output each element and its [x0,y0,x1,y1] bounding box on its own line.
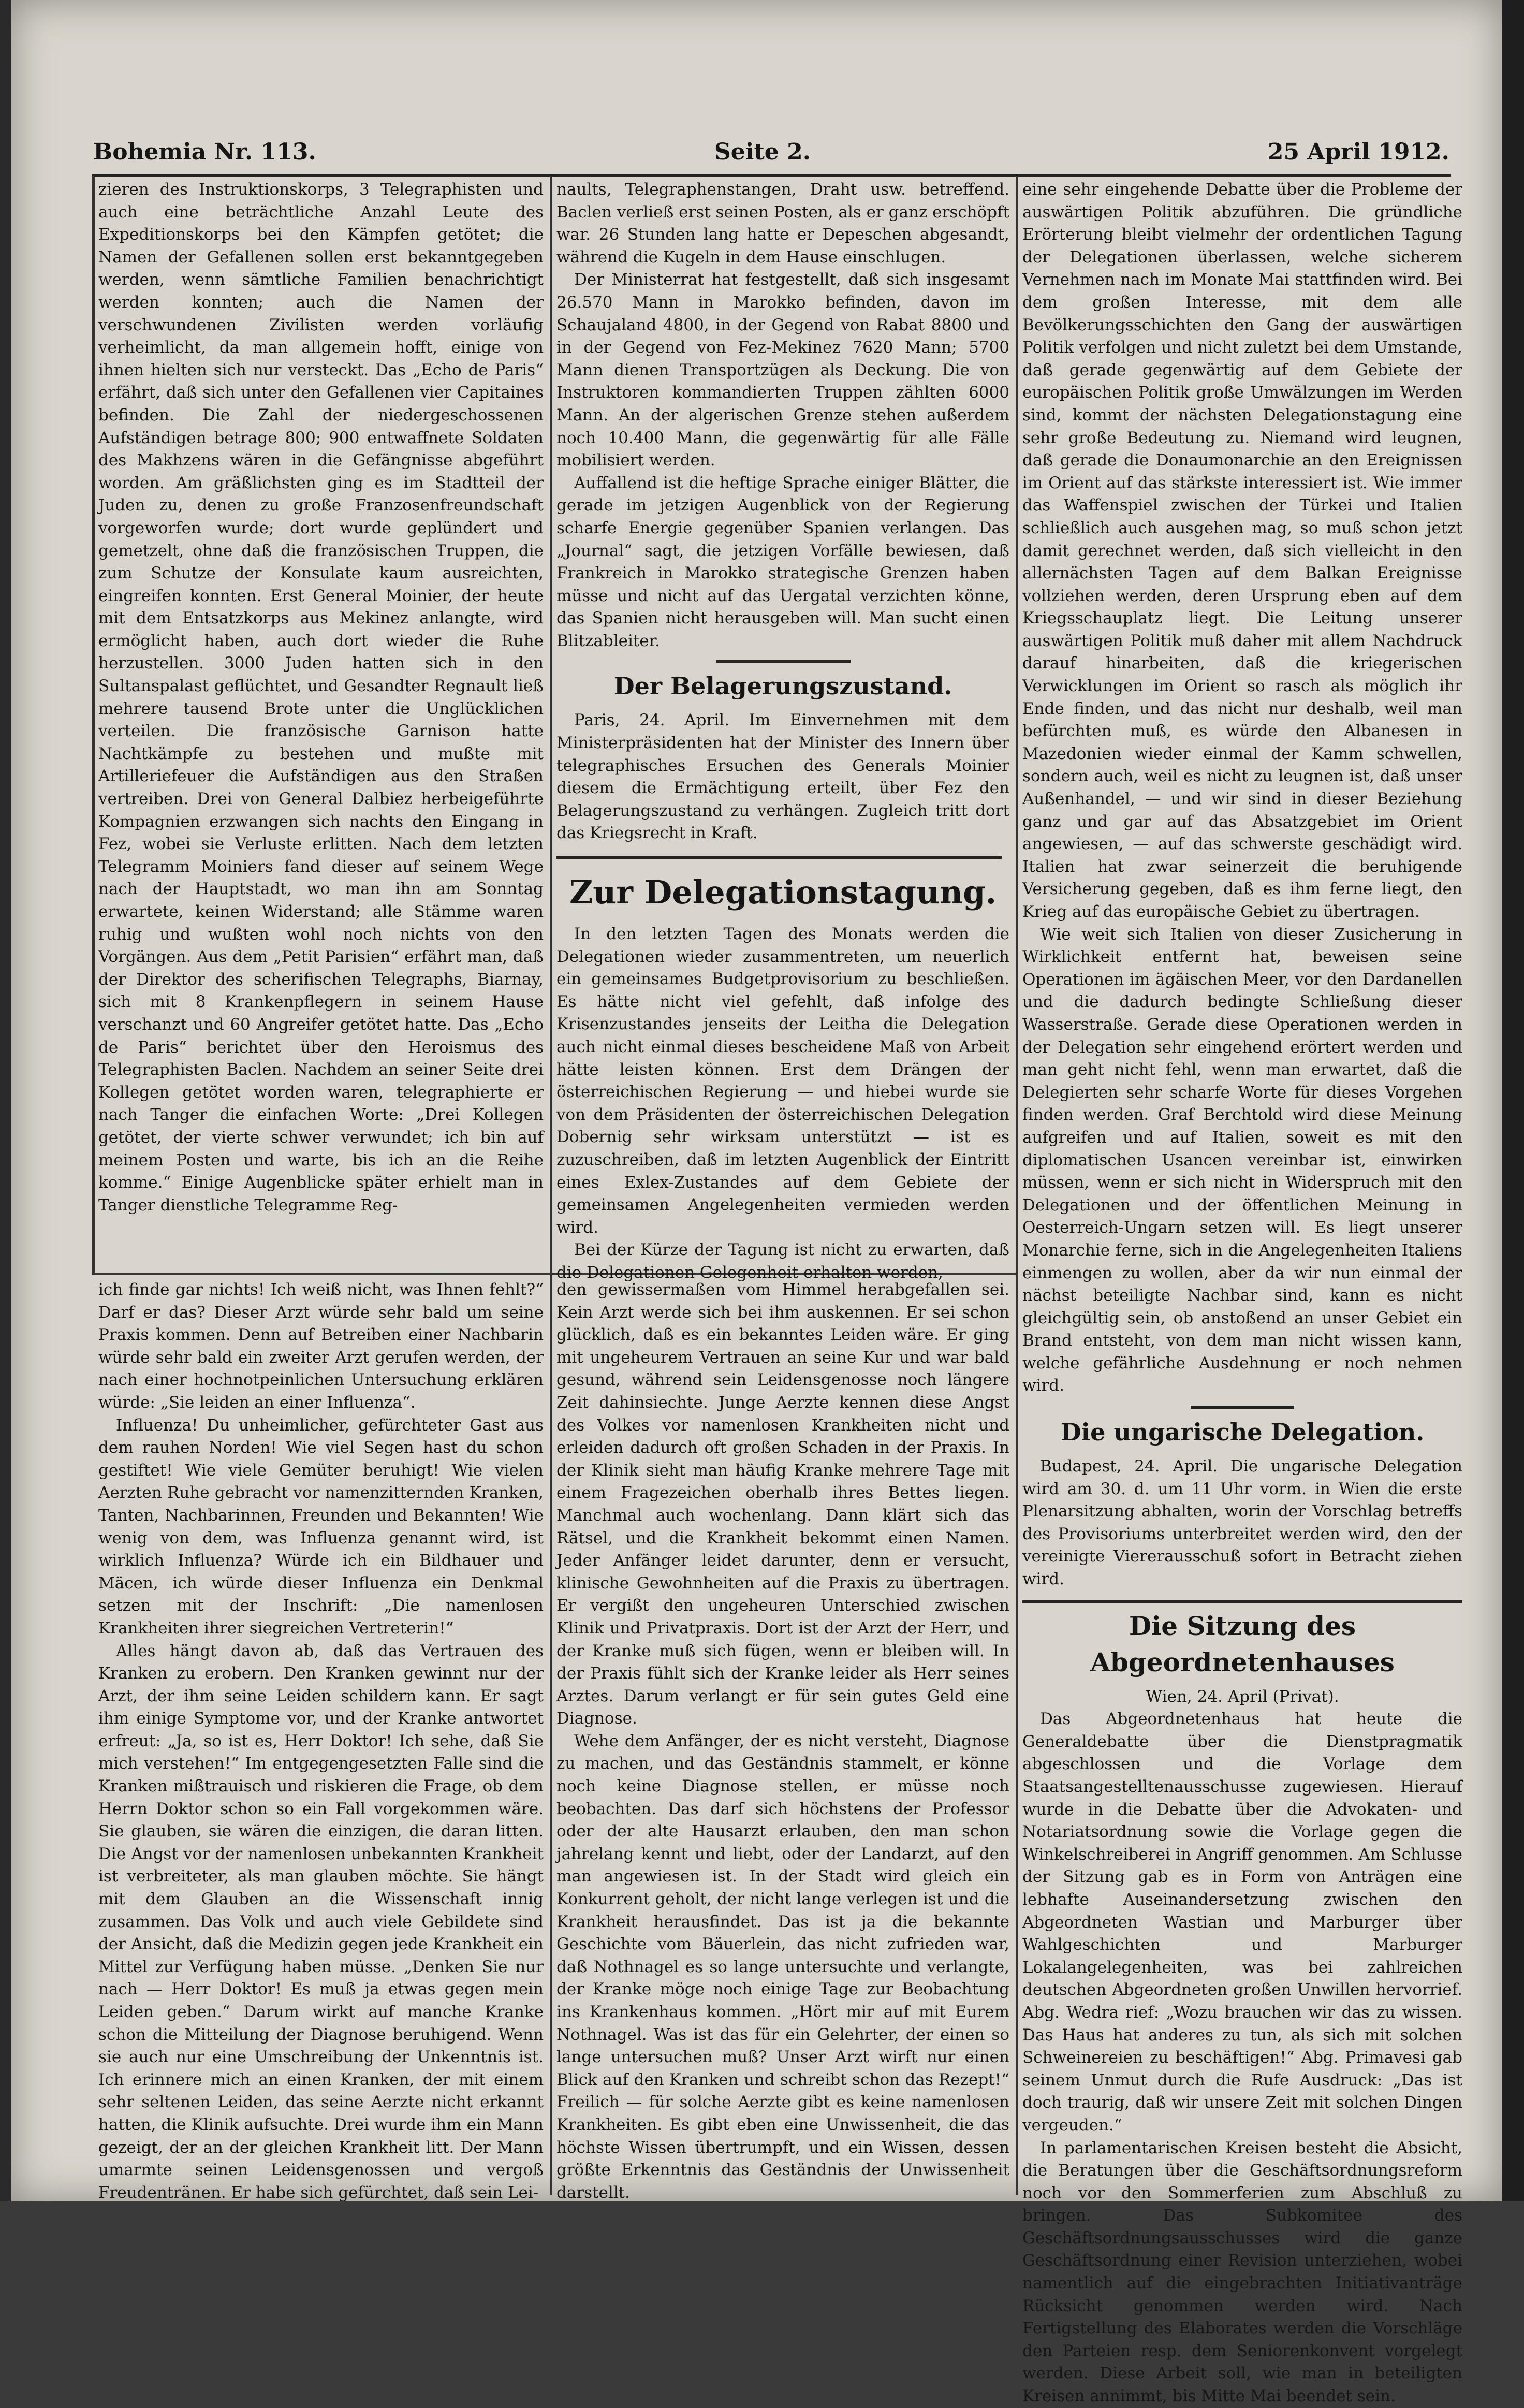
section-divider [716,660,851,663]
ungarisch-headline: Die ungarische Delegation. [1060,1418,1425,1447]
feuilleton-column-2 [556,1279,1009,2202]
abgeordnetenhaus-paragraph-1: Das Abgeordnetenhaus hat heute die Generaldebatte über die Dienstpragmatik abgeschlossen und die Vorlage dem Staatsangestelltenausschusse zugewiesen. Hierauf wurde in die Debatte über die Advokaten- und Notariatsordnung sowie die Vorlage gegen die Winkelschreiberei in Angriff genommen. Am Schlusse der Sitzung gab es in Form von Anträgen eine lebhafte Auseinandersetzung zwischen den Abgeordneten Wastian und Marburger über Wahlgeschichten und Marburger Lokalangelegenheiten, was bei zahlreichen deutschen Abgeordneten großen Unwillen hervorrief. Abg. Wedra rief: „Wozu brauchen wir das zu wissen. Das Haus hat anderes zu tun, als sich mit solchen Schweinereien zu beschäftigen!“ Abg. Primavesi gab seinem Unmut durch die Rufe Ausdruck: „Das ist doch traurig, daß wir unsere Zeit mit solchen Dingen vergeuden.“ [1022,1710,1462,2135]
feuilleton-column-1 [98,1279,544,2202]
delegation-headline: Zur Delegationstagung. [569,873,997,912]
ungarisch-text: Budapest, 24. April. Die ungarische Delegation wird am 30. d. um 11 Uhr vorm. in Wien die erste Plenarsitzung abhalten, worin der Vorschlag betreffs des Provisoriums unterbreitet werden wird, den der vereinigte Viererausschuß sofort in Betracht ziehen wird. [1022,1457,1462,1589]
delegation-continued-1: eine sehr eingehende Debatte über die Probleme der auswärtigen Politik abzuführen. Die gründliche Erörterung bleibt vielmehr der ordentlichen Tagung der Delegationen überlassen, welche sicherem Vernehmen nach im Monate Mai stattfinden wird. Bei dem großen Interesse, mit dem alle Bevölkerungsschichten den Gang der auswärtigen Politik verfolgen und nicht zuletzt bei dem Umstande, daß gerade gegenwärtig auf dem Gebiete der europäischen Politik große Umwälzungen im Werden sind, kommt der nächsten Delegationstagung eine sehr große Bedeutung zu. Niemand wird leugnen, daß gerade die Donaumonarchie an den Ereignissen im Orient auf das stärkste interessiert ist. Wie immer das Waffenspiel zwischen der Türkei und Italien schließlich auch ausgehen mag, so muß schon jetzt damit gerechnet werden, daß sich vielleicht in den allernächsten Tagen auf dem Balkan Ereignisse vollziehen werden, deren Ursprung eben auf dem Kriegsschauplatz liegt. Die Leitung unserer auswärtigen Politik muß daher mit allem Nachdruck darauf hinarbeiten, daß die kriegerischen Verwicklungen im Orient so rasch als möglich ihr Ende finden, und das nicht nur deshalb, weil man befürchten muß, es würde den Albanesen in Mazedonien wieder einmal der Kamm schwellen, sondern auch, weil es nicht zu leugnen ist, daß unser Außenhandel, — und wir sind in dieser Beziehung ganz und gar auf das Absatzgebiet im Orient angewiesen, — auf das schwerste geschädigt wird. Italien hat zwar seinerzeit die beruhigende Versicherung gegeben, daß es ihm ferne liegt, den Krieg auf das europäische Gebiet zu übertragen. [1022,180,1462,921]
header-rule [92,174,1451,177]
feuilleton-paragraph: ich finde gar nichts! Ich weiß nicht, was Ihnen fehlt?“ Darf er das? Dieser Arzt würde sehr bald um seine Praxis kommen. Denn auf Betreiben einer Nachbarin würde sehr bald ein zweiter Arzt gerufen werden, der nach einer hochnotpeinlichen Untersuchung erklären würde: „Sie leiden an einer Influenza“. [98,1280,544,1412]
section-rule [556,856,1002,859]
abgeordnetenhaus-dateline: Wien, 24. April (Privat). [1146,1687,1339,1706]
abgeordnetenhaus-paragraph-2: In parlamentarischen Kreisen besteht die Absicht, die Beratungen über die Geschäftsordnungsreform noch vor den Sommerferien zum Abschluß zu bringen. Das Subkomitee des Geschäftsordnungsausschusses wird die ganze Geschäftsordnung einer Revision unterziehen, wobei namentlich auf die eingebrachten Initiativanträge Rücksicht genommen werden wird. Nach Fertigstellung des Elaborates werden die Vorschläge den Parteien resp. dem Seniorenkonvent vorgelegt werden. Diese Arbeit soll, wie man in beteiligten Kreisen annimmt, bis Mitte Mai beendet sein. [1022,2138,1462,2406]
section-rule [1022,1600,1462,1603]
abgeordnetenhaus-headline: Die Sitzung des Abgeordnetenhauses [1090,1610,1395,1677]
column-1-news [98,179,544,1268]
scan-left-edge [0,0,11,2201]
column-2-news [556,179,1009,1282]
feuilleton-paragraph: Wehe dem Anfänger, der es nicht versteht, Diagnose zu machen, und das Geständnis stammelt, er könne noch keine Diagnose stellen, er müsse noch beobachten. Das darf sich höchstens der Professor oder der alte Hausarzt erlauben, den man schon jahrelang kennt und liebt, oder der Landarzt, auf den man angewiesen ist. In der Stadt wird gleich ein Konkurrent geholt, der nicht lange verlegen ist und die Krankheit herausfindet. Das ist ja die bekannte Geschichte vom Bäuerlein, das nicht zufrieden war, daß Nothnagel es so lange untersuchte und verlangte, der Kranke möge noch einige Tage zur Beobachtung ins Krankenhaus kommen. „Hört mir auf mit Eurem Nothnagel. Was ist das für ein Gelehrter, der einen so lange untersuchen muß? Unser Arzt wirft nur einen Blick auf den Kranken und schreibt schon das Rezept!“ Freilich — für solche Aerzte gibt es keine namenlosen Krankheiten. Es gibt eben eine Unwissenheit, die das höchste Wissen übertrumpft, und ein Wissen, dessen größte Erkenntnis das Geständnis der Unwissenheit darstellt. [556,1731,1009,2202]
belagerung-headline: Der Belagerungszustand. [613,672,952,700]
marokko-paragraph-3: Auffallend ist die heftige Sprache einiger Blätter, die gerade im jetzigen Augenblick von der Regierung scharfe Energie gegenüber Spanien verlangen. Das „Journal“ sagt, die jetzigen Vorfälle bewiesen, daß Frankreich in Marokko strategische Grenzen haben müsse und nicht auf das Uergatal verzichten könne, das Spanien nicht herausgeben will. Man sucht einen Blitzableiter. [556,473,1009,650]
feuilleton-paragraph: den gewissermaßen vom Himmel herabgefallen sei. Kein Arzt werde sich bei ihm auskennen. Er sei schon glücklich, daß es ein bekanntes Leiden wäre. Er ging mit ungeheurem Vertrauen an seine Kur und war bald gesund, während sein Leidensgenosse noch längere Zeit dahinsiechte. Junge Aerzte kennen diese Angst des Volkes vor namenlosen Krankheiten nicht und erleiden dadurch oft großen Schaden in der Praxis. In der Klinik sieht man häufig Kranke mehrere Tage mit einem Fragezeichen oberhalb ihres Bettes liegen. Manchmal auch wochenlang. Dann klärt sich das Rätsel, und die Krankheit bekommt einen Namen. Jeder Anfänger leidet darunter, denn er versucht, klinische Gewohnheiten auf die Praxis zu übertragen. Er vergißt den ungeheuren Unterschied zwischen Klinik und Privatpraxis. Dort ist der Arzt der Herr, und der Kranke muß sich fügen, wenn er bleiben will. In der Praxis fühlt sich der Kranke leider als Herr seines Arztes. Darum verlangt er für sein gutes Geld eine Diagnose. [556,1280,1009,1728]
delegation-paragraph-2: Bei der Kürze der Tagung ist nicht zu erwarten, daß die Delegationen Gelegenheit erhalten werden, [556,1241,1009,1282]
marokko-report-continued: zieren des Instruktionskorps, 3 Telegraphisten und auch eine beträchtliche Anzahl Leute des Expeditionskorps bei den Kämpfen getötet; die Namen der Gefallenen sollen erst bekanntgegeben werden, wenn sämtliche Familien benachrichtigt werden konnten; auch die Namen der verschwundenen Zivilisten werden vorläufig verheimlicht, da man allgemein hofft, einige von ihnen hielten sich nur versteckt. Das „Echo de Paris“ erfährt, daß sich unter den Gefallenen vier Capitaines befinden. Die Zahl der niedergeschossenen Aufständigen betrage 800; 900 entwaffnete Soldaten des Makhzens wären in die Gefängnisse abgeführt worden. Am gräßlichsten ging es im Stadtteil der Juden zu, denen zu große Franzosenfreundschaft vorgeworfen wurde; dort wurde geplündert und gemetzelt, ohne daß die französischen Truppen, die zum Schutze der Konsulate kaum ausreichten, eingreifen konnten. Erst General Moinier, der heute mit dem Entsatzkorps aus Mekinez anlangte, wird ermöglicht haben, auch dort wieder die Ruhe herzustellen. 3000 Juden hatten sich in den Sultanspalast geflüchtet, und Gesandter Regnault ließ mehrere tausend Brote unter die Unglücklichen verteilen. Die französische Garnison hatte Nachtkämpfe zu bestehen und mußte mit Artilleriefeuer die Aufständigen aus den Straßen vertreiben. Drei von General Dalbiez herbeigeführte Kompagnien erzwangen sich nachts den Eingang in Fez, wobei sie Verluste erlitten. Nach dem letzten Telegramm Moiniers fand dieser auf seinem Wege nach der Hauptstadt, wo man ihn am Sonntag erwartete, keinen Widerstand; alle Stämme waren ruhig und wußten wohl noch nichts von den Vorgängen. Aus dem „Petit Parisien“ erfährt man, daß der Direktor des scherifischen Telegraphs, Biarnay, sich mit 8 Krankenpflegern in seinem Hause verschanzt und 60 Angreifer getötet hatte. Das „Echo de Paris“ berichtet über den Heroismus des Telegraphisten Baclen. Nachdem an seiner Seite drei Kollegen getötet worden waren, telegraphierte er nach Tanger die einfachen Worte: „Drei Kollegen getötet, der vierte schwer verwundet; ich bin auf meinem Posten und warte, bis ich an die Reihe komme.“ Einige Augenblicke später erhielt man in Tanger dienstliche Telegramme Reg- [98,180,544,1215]
marokko-paragraph-1: naults, Telegraphenstangen, Draht usw. betreffend. Baclen verließ erst seinen Posten, als er ganz erschöpft war. 26 Stunden lang hatte er Depeschen abgesandt, während die Kugeln in dem Hause einschlugen. [556,180,1009,267]
frame-left [92,176,95,1274]
feuilleton-paragraph: Influenza! Du unheimlicher, gefürchteter Gast aus dem rauhen Norden! Wie viel Segen hast du schon gestiftet! Wie viele Gemüter beruhigt! Wie vielen Aerzten Ruhe gebracht vor namenzitternden Kranken, Tanten, Nachbarinnen, Freunden und Bekannten! Wie wenig von dem, was Influenza genannt wird, ist wirklich Influenza? Würde ich ein Bildhauer und Mäcen, ich würde dieser Influenza ein Denkmal setzen mit der Inschrift: „Die namenlosen Krankheiten ihrer siegreichen Vertreterin!“ [98,1415,544,1638]
marokko-paragraph-2: Der Ministerrat hat festgestellt, daß sich insgesamt 26.570 Mann in Marokko befinden, davon im Schaujaland 4800, in der Gegend von Rabat 8800 und in der Gegend von Fez-Mekinez 7620 Mann; 5700 Mann dienen Transportzügen als Deckung. Die von Instruktoren kommandierten Truppen zählten 6000 Mann. An der algerischen Grenze stehen außerdem noch 10.400 Mann, die gegenwärtig für alle Fälle mobilisiert werden. [556,270,1009,470]
column-rule-2 [1016,176,1018,2195]
column-3-news [1022,179,1462,2406]
feuilleton-paragraph: Alles hängt davon ab, daß das Vertrauen des Kranken zu erobern. Den Kranken gewinnt nur der Arzt, der ihm seine Leiden schildern kann. Er sagt ihm einige Symptome vor, und der Kranke antwortet erfreut: „Ja, so ist es, Herr Doktor! Ich sehe, daß Sie mich verstehen!“ Im entgegengesetzten Falle sind die Kranken mißtrauisch und riskieren die Frage, ob dem Herrn Doktor schon so ein Fall vorgekommen wäre. Sie glauben, sie wären die einzigen, die daran litten. Die Angst vor der namenlosen unbekannten Krankheit ist verbreiteter, als man glauben möchte. Sie hängt mit dem Glauben an die Wissenschaft innig zusammen. Das Volk und auch viele Gebildete sind der Ansicht, daß die Medizin gegen jede Krankheit ein Mittel zur Verfügung haben müsse. „Denken Sie nur nach — Herr Doktor! Es muß ja etwas gegen mein Leiden geben.“ Darum wirkt auf manche Kranke schon die Mitteilung der Diagnose beruhigend. Wenn sie auch nur eine Umschreibung der Unkenntnis ist. Ich erinnere mich an einen Kranken, der mit einem sehr seltenen Leiden, das seine Aerzte nicht erkannt hatten, die Klinik aufsuchte. Drei wurde ihm ein Mann gezeigt, der an der gleichen Krankheit litt. Der Mann umarmte seinen Leidensgenossen und vergoß Freudentränen. Er habe sich gefürchtet, daß sein Lei- [98,1641,544,2202]
page-header [93,139,1449,175]
delegation-continued-2: Wie weit sich Italien von dieser Zusicherung in Wirklichkeit entfernt hat, beweisen seine Operationen im ägäischen Meer, vor den Dardanellen und die dadurch bedingte Schließung dieser Wasserstraße. Gerade diese Operationen werden in der Delegation sehr eingehend erörtert werden und man geht nicht fehl, wenn man erwartet, daß die Delegierten sehr scharfe Worte für dieses Vorgehen finden werden. Graf Berchtold wird diese Meinung aufgreifen und auf Italien, soweit es mit den diplomatischen Usancen vereinbar ist, einwirken müssen, wenn er sich nicht in Widerspruch mit den Delegationen und der öffentlichen Meinung in Oesterreich-Ungarn setzen will. Es liegt unserer Monarchie ferne, sich in die Angelegenheiten Italiens einmengen zu wollen, aber da wir nun einmal der nächst beteiligte Nachbar sind, kann es nicht gleichgültig sein, ob anstoßend an unser Gebiet ein Brand entsteht, von dem man nicht wissen kann, welche gefährliche Ausdehnung er noch nehmen wird. [1022,925,1462,1395]
delegation-paragraph-1: In den letzten Tagen des Monats werden die Delegationen wieder zusammentreten, um neuerlich ein gemeinsames Budgetprovisorium zu beschließen. Es hätte nicht viel gefehlt, daß infolge des Krisenzustandes jenseits der Leitha die Delegation auch nicht einmal dieses bescheidene Maß von Arbeit hätte leisten können. Erst dem Drängen der österreichischen Regierung — und hiebei wurde sie von dem Präsidenten der österreichischen Delegation Dobernig sehr wirksam unterstützt — ist es zuzuschreiben, daß im letzten Augenblick der Eintritt eines Exlex-Zustandes auf dem Gebiete der gemeinsamen Angelegenheiten vermieden werden wird. [556,925,1009,1237]
scan-right-edge [1502,0,1524,2201]
issue-date: 25 April 1912. [1267,139,1449,165]
section-divider [1191,1406,1294,1409]
page-number: Seite 2. [714,139,811,165]
column-rule-1 [550,176,552,2195]
issue-label: Bohemia Nr. 113. [93,139,316,165]
belagerung-text: Paris, 24. April. Im Einvernehmen mit dem Ministerpräsidenten hat der Minister des Innern über telegraphisches Ersuchen des Generals Moinier diesem die Ermächtigung erteilt, über Fez den Belagerungszustand zu verhängen. Zugleich tritt dort das Kriegsrecht in Kraft. [556,711,1009,843]
